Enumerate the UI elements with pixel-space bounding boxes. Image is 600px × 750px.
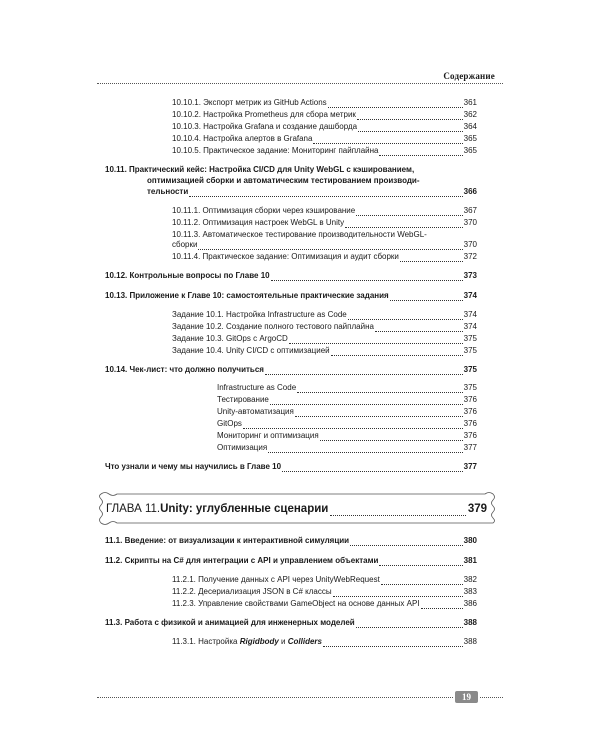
toc-entry[interactable]: Задание 10.4. Unity CI/CD с оптимизацией 375 [172,346,477,355]
toc-entry[interactable]: 11.1. Введение: от визуализации к интерактивной симуляции 380 [105,536,477,545]
toc-entry[interactable]: Задание 10.1. Настройка Infrastructure as Code 374 [172,310,477,319]
chapter-prefix: ГЛАВА 11. [106,503,161,515]
footer-rule-right [480,697,503,698]
toc-entry[interactable]: 11.2.1. Получение данных с API через UnityWebRequest 382 [172,575,477,584]
toc-entry[interactable]: Unity-автоматизация 376 [217,407,477,416]
toc-entry[interactable]: Тестирование 376 [217,395,477,404]
toc-entry[interactable]: 11.2. Скрипты на C# для интеграции с API и управлением объектами 381 [105,556,477,565]
toc-entry[interactable]: 10.10.4. Настройка алертов в Grafana 365 [172,134,477,143]
toc-entry[interactable]: 10.11.4. Практическое задание: Оптимизация и аудит сборки 372 [172,252,477,261]
chapter-heading-box[interactable] [97,491,501,525]
toc-entry[interactable]: Infrastructure as Code 375 [217,383,477,392]
toc-entry[interactable]: 10.11.1. Оптимизация сборки через кэширование 367 [172,206,477,215]
toc-entry[interactable]: GitOps 376 [217,419,477,428]
toc-entry[interactable]: 11.2.3. Управление свойствами GameObject на основе данных API 386 [172,599,477,608]
toc-entry[interactable]: 11.2.2. Десериализация JSON в C# классы 383 [172,587,477,596]
toc-entry[interactable]: Что узнали и чему мы научились в Главе 10 377 [105,462,477,471]
chapter-page: 379 [467,503,487,515]
page-number-badge: 19 [455,691,478,703]
toc-entry[interactable]: Задание 10.3. GitOps с ArgoCD 375 [172,334,477,343]
toc-entry[interactable]: 10.13. Приложение к Главе 10: самостоятельные практические задания 374 [105,291,477,300]
toc-entry[interactable]: Оптимизация 377 [217,443,477,452]
toc-entry[interactable]: 10.10.5. Практическое задание: Мониторинг пайплайна 365 [172,146,477,155]
toc-entry[interactable]: 10.10.2. Настройка Prometheus для сбора метрик 362 [172,110,477,119]
toc-entry[interactable]: Задание 10.2. Создание полного тестового пайплайна 374 [172,322,477,331]
toc-entry[interactable]: 11.3.1. Настройка Rigidbody и Colliders 388 [172,637,477,646]
toc-entry[interactable]: 11.3. Работа с физикой и анимацией для инженерных моделей 388 [105,618,477,627]
toc-entry[interactable]: 10.10.3. Настройка Grafana и создание дашборда 364 [172,122,477,131]
toc-entry[interactable]: 10.10.1. Экспорт метрик из GitHub Actions 361 [172,98,477,107]
toc-entry[interactable]: 10.12. Контрольные вопросы по Главе 10 373 [105,271,477,280]
footer-rule [97,697,453,698]
toc-entry[interactable]: Мониторинг и оптимизация 376 [217,431,477,440]
header-title: Содержание [443,71,495,81]
toc-entry[interactable]: 10.14. Чек-лист: что должно получиться 375 [105,365,477,374]
toc-entry[interactable]: 10.11.2. Оптимизация настроек WebGL в Unity 370 [172,218,477,227]
chapter-title: Unity: углубленные сценарии [160,503,329,515]
header-rule [97,83,503,84]
